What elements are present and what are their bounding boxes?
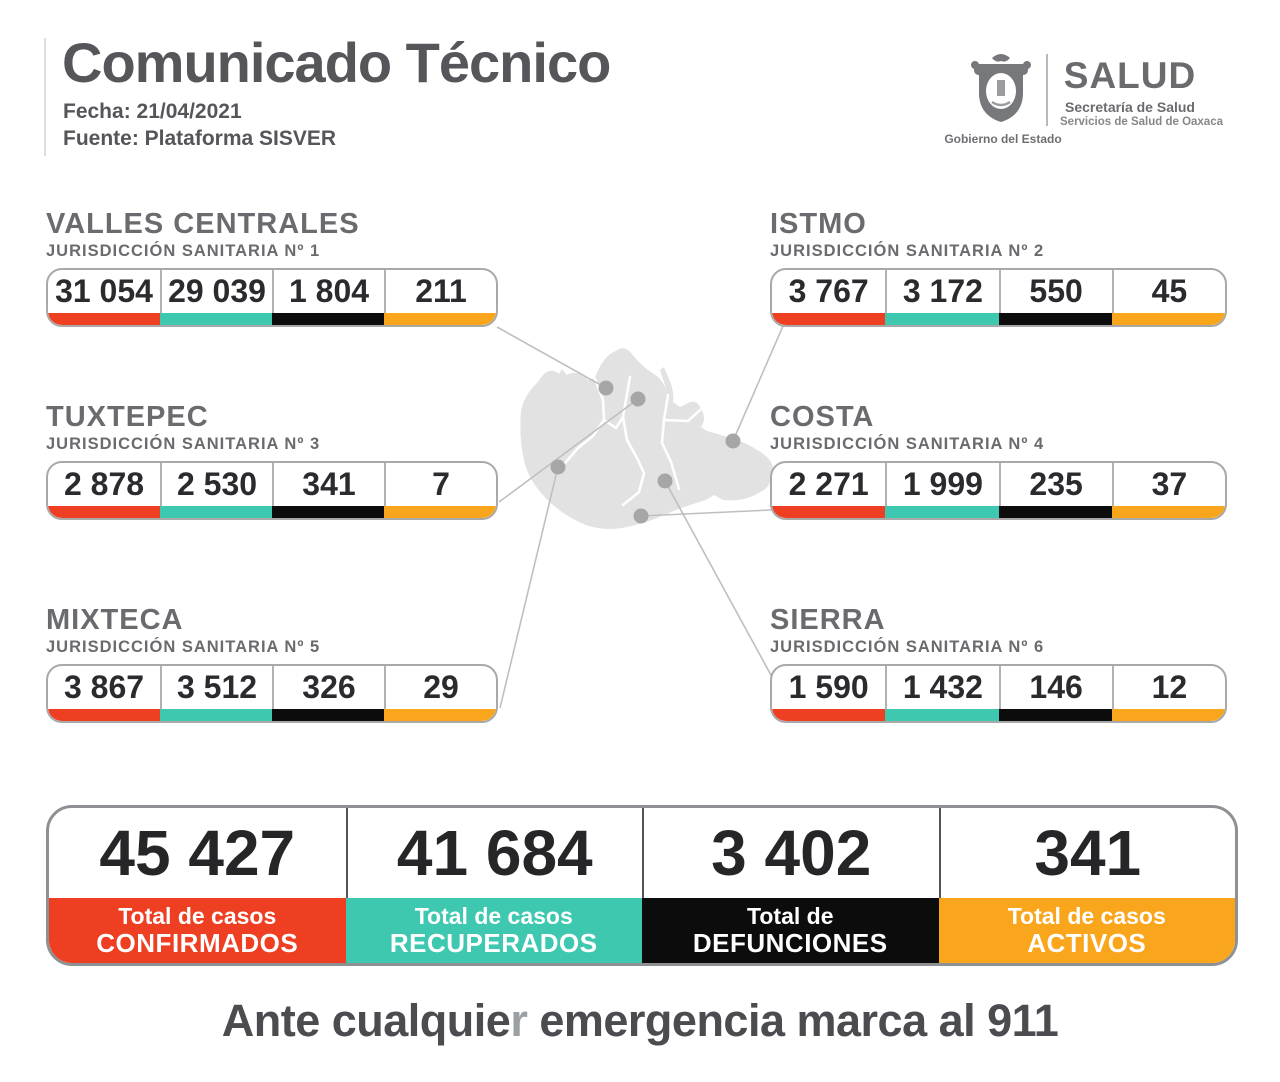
label-line2: ACTIVOS xyxy=(1027,927,1147,958)
confirmed-bar xyxy=(772,506,885,518)
total-active-label xyxy=(939,898,1236,963)
salud-wordmark: SALUD xyxy=(1063,55,1197,96)
region-jurisdiction: JURISDICCIÓN SANITARIA Nº 2 xyxy=(770,242,1045,260)
region-name: SIERRA xyxy=(770,604,886,636)
confirmed-cell xyxy=(48,666,160,721)
active-value: 37 xyxy=(1112,463,1225,506)
active-cell xyxy=(384,666,496,721)
marker-tuxtepec xyxy=(631,392,646,407)
deaths-bar xyxy=(272,313,384,325)
active-bar xyxy=(1112,709,1225,721)
region-tuxtepec xyxy=(46,401,498,520)
confirmed-cell xyxy=(48,463,160,518)
region-mixteca xyxy=(46,604,498,723)
confirmed-value: 3 867 xyxy=(63,668,145,705)
recovered-cell xyxy=(160,666,272,721)
marker-istmo xyxy=(726,434,741,449)
recovered-cell xyxy=(885,270,998,325)
government-label: Gobierno del Estado xyxy=(944,132,1062,146)
recovered-value: 29 039 xyxy=(160,270,272,313)
label-line1: Total de casos xyxy=(1007,902,1166,929)
region-stats-card xyxy=(770,461,1227,520)
secretaria-label: Secretaría de Salud xyxy=(1065,99,1195,115)
label-line2: DEFUNCIONES xyxy=(692,927,888,958)
active-cell xyxy=(1112,666,1225,721)
deaths-cell xyxy=(272,270,384,325)
confirmed-bar xyxy=(48,709,160,721)
label-line2: CONFIRMADOS xyxy=(96,927,299,958)
recovered-cell xyxy=(160,270,272,325)
confirmed-cell xyxy=(772,666,885,721)
active-value: 211 xyxy=(384,270,496,313)
region-sierra xyxy=(770,604,1227,723)
deaths-value: 235 xyxy=(999,463,1112,506)
total-deaths-column xyxy=(642,808,939,963)
deaths-value: 326 xyxy=(272,666,384,709)
active-bar xyxy=(384,709,496,721)
active-cell xyxy=(384,270,496,325)
region-jurisdiction: JURISDICCIÓN SANITARIA Nº 1 xyxy=(46,242,321,260)
emergency-footer xyxy=(0,995,1280,1047)
region-jurisdiction: JURISDICCIÓN SANITARIA Nº 6 xyxy=(770,638,1045,656)
region-istmo xyxy=(770,208,1227,327)
deaths-bar xyxy=(999,506,1112,518)
marker-sierra xyxy=(658,474,673,489)
confirmed-cell xyxy=(48,270,160,325)
label-line2: RECUPERADOS xyxy=(389,927,598,958)
total-confirmed-label xyxy=(49,898,346,963)
active-cell xyxy=(1112,270,1225,325)
active-cell xyxy=(1112,463,1225,518)
source-label: Fuente: Plataforma SISVER xyxy=(63,127,337,150)
confirmed-bar xyxy=(772,709,885,721)
confirmed-bar xyxy=(48,506,160,518)
active-bar xyxy=(1112,313,1225,325)
region-jurisdiction: JURISDICCIÓN SANITARIA Nº 3 xyxy=(46,435,321,453)
recovered-bar xyxy=(885,709,998,721)
deaths-cell xyxy=(272,463,384,518)
confirmed-value: 2 878 xyxy=(63,465,145,502)
total-confirmed-column xyxy=(49,808,346,963)
active-bar xyxy=(1112,506,1225,518)
label-line1: Total de xyxy=(747,902,834,929)
page-title: Comunicado Técnico xyxy=(62,31,611,94)
region-jurisdiction: JURISDICCIÓN SANITARIA Nº 5 xyxy=(46,638,321,656)
recovered-value: 3 172 xyxy=(885,270,998,313)
total-active-column xyxy=(939,808,1236,963)
recovered-bar xyxy=(160,506,272,518)
deaths-cell xyxy=(999,270,1112,325)
recovered-value: 1 999 xyxy=(885,463,998,506)
recovered-bar xyxy=(885,313,998,325)
recovered-bar xyxy=(885,506,998,518)
region-costa xyxy=(770,401,1227,520)
total-recovered-value: 41 684 xyxy=(346,808,643,898)
region-stats-card xyxy=(770,664,1227,723)
deaths-bar xyxy=(999,313,1112,325)
deaths-bar xyxy=(272,506,384,518)
region-stats-card xyxy=(770,268,1227,327)
footer-text-light: r xyxy=(510,995,528,1046)
active-cell xyxy=(384,463,496,518)
active-value: 7 xyxy=(384,463,496,506)
confirmed-bar xyxy=(48,313,160,325)
confirmed-bar xyxy=(772,313,885,325)
recovered-bar xyxy=(160,313,272,325)
recovered-cell xyxy=(160,463,272,518)
region-stats-card xyxy=(46,664,498,723)
deaths-cell xyxy=(999,463,1112,518)
deaths-cell xyxy=(999,666,1112,721)
region-stats-card xyxy=(46,461,498,520)
confirmed-cell xyxy=(772,463,885,518)
recovered-bar xyxy=(160,709,272,721)
marker-costa xyxy=(634,509,649,524)
label-line1: Total de casos xyxy=(414,902,573,929)
marker-valles-centrales xyxy=(599,381,614,396)
confirmed-cell xyxy=(772,270,885,325)
recovered-cell xyxy=(885,666,998,721)
deaths-value: 550 xyxy=(999,270,1112,313)
region-stats-card xyxy=(46,268,498,327)
servicios-label: Servicios de Salud de Oaxaca xyxy=(1060,116,1223,128)
confirmed-value: 31 054 xyxy=(55,272,153,309)
connector-mixteca xyxy=(500,467,558,708)
deaths-value: 341 xyxy=(272,463,384,506)
region-name: COSTA xyxy=(770,401,875,433)
footer-text: Ante cualquie xyxy=(221,995,511,1046)
active-value: 29 xyxy=(384,666,496,709)
deaths-value: 1 804 xyxy=(272,270,384,313)
confirmed-value: 2 271 xyxy=(788,465,869,502)
region-valles-centrales xyxy=(46,208,498,327)
recovered-cell xyxy=(885,463,998,518)
recovered-value: 2 530 xyxy=(160,463,272,506)
marker-mixteca xyxy=(551,460,566,475)
total-recovered-label xyxy=(346,898,643,963)
deaths-bar xyxy=(999,709,1112,721)
deaths-value: 146 xyxy=(999,666,1112,709)
region-name: VALLES CENTRALES xyxy=(46,208,360,240)
label-line1: Total de casos xyxy=(118,902,277,929)
active-bar xyxy=(384,506,496,518)
region-name: TUXTEPEC xyxy=(46,401,209,433)
total-deaths-value: 3 402 xyxy=(642,808,939,898)
active-bar xyxy=(384,313,496,325)
deaths-cell xyxy=(272,666,384,721)
total-deaths-label xyxy=(642,898,939,963)
recovered-value: 1 432 xyxy=(885,666,998,709)
region-name: ISTMO xyxy=(770,208,867,240)
active-value: 45 xyxy=(1112,270,1225,313)
active-value: 12 xyxy=(1112,666,1225,709)
total-confirmed-value: 45 427 xyxy=(99,817,296,889)
confirmed-value: 3 767 xyxy=(788,272,869,309)
confirmed-value: 1 590 xyxy=(788,668,869,705)
total-recovered-column xyxy=(346,808,643,963)
total-active-value: 341 xyxy=(939,808,1236,898)
footer-text: emergencia marca al 911 xyxy=(527,995,1059,1046)
deaths-bar xyxy=(272,709,384,721)
totals-summary-card xyxy=(46,805,1238,966)
region-name: MIXTECA xyxy=(46,604,184,636)
region-jurisdiction: JURISDICCIÓN SANITARIA Nº 4 xyxy=(770,435,1045,453)
recovered-value: 3 512 xyxy=(160,666,272,709)
date-label: Fecha: 21/04/2021 xyxy=(63,100,242,123)
